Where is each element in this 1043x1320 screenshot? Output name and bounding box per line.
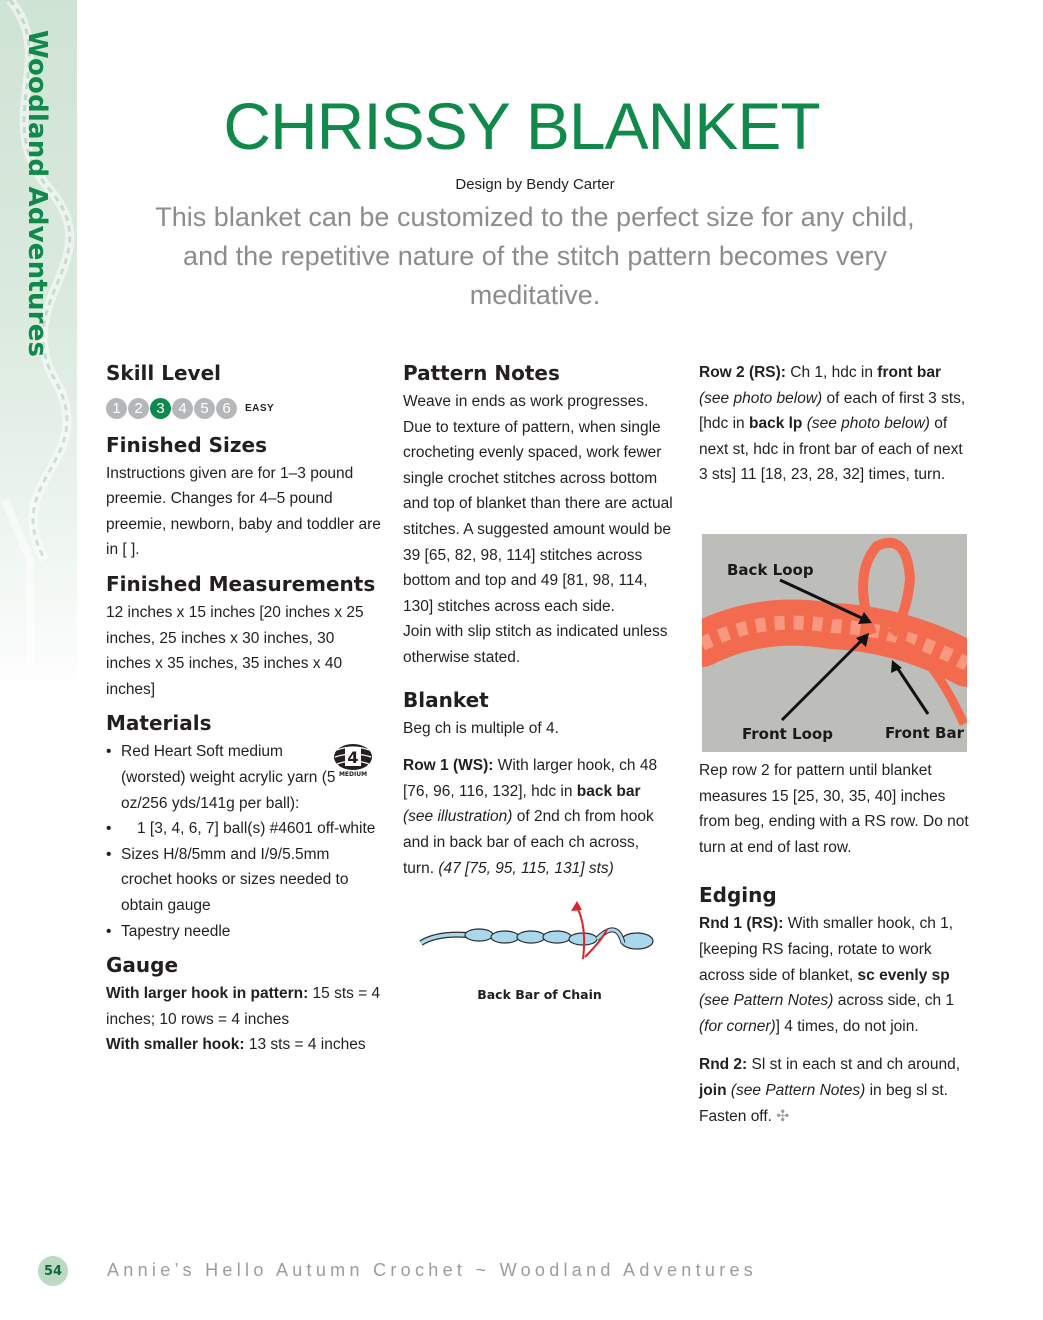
rnd-1-text-c: ] 4 times, do not join. — [775, 1017, 919, 1035]
pattern-notes-p2: Due to texture of pattern, when single crocheting evenly spaced, work fewer single crochet stitches across bottom and top of blanket than there are actual stitches. A suggested amount would be 39 [65, 82, 98, 114] stitches across bottom and top and 49 [81, 98, 114, 130] stitches across each side. — [403, 418, 673, 615]
gauge-line-2-text: 13 sts = 4 inches — [244, 1036, 366, 1054]
blanket-heading: Blanket — [403, 687, 489, 712]
skill-dot-1: 1 — [106, 398, 127, 419]
front-bar-label: Front Bar — [885, 724, 965, 742]
skill-dot-4: 4 — [172, 398, 193, 419]
row-2-instructions — [699, 360, 974, 488]
row-1-label: Row 1 (WS): — [403, 757, 494, 775]
page-title: CHRISSY BLANKET — [223, 89, 820, 163]
finished-sizes-section — [106, 432, 381, 563]
rnd-2-italic: (see Pattern Notes) — [726, 1081, 866, 1099]
chain-illustration — [403, 899, 673, 1007]
blanket-section — [403, 687, 673, 1008]
rnd-1-text-b: across side, ch 1 — [833, 992, 955, 1010]
materials-subitem-text: 1 [3, 4, 6, 7] ball(s) #4601 off-white — [137, 820, 376, 838]
materials-subitem — [106, 816, 381, 842]
gauge-line-1 — [106, 981, 381, 1032]
page-number: 54 — [38, 1256, 68, 1286]
yarn-weight-icon — [332, 742, 368, 778]
edging-section — [699, 882, 974, 1129]
skill-label: EASY — [245, 403, 275, 414]
row-2-text-a: Ch 1, hdc in — [785, 364, 878, 381]
row-1-text-a: With larger hook, ch 48 [76, 96, 116, 132], hdc in — [403, 757, 658, 800]
gauge-line-1-text: 15 sts = 4 inches; 10 rows = 4 inches — [106, 985, 381, 1028]
finished-sizes-heading: Finished Sizes — [106, 432, 267, 457]
blanket-row-1 — [403, 753, 673, 881]
row-2-label: Row 2 (RS): — [699, 364, 786, 381]
row-2-text-b: of each of first 3 sts, [hdc in — [699, 389, 966, 433]
footer-running-title: Annie’s Hello Autumn Crochet ~ Woodland Adventures — [107, 1260, 758, 1280]
stitch-photo — [702, 534, 967, 752]
skill-dot-3: 3 — [150, 398, 171, 419]
edging-rnd-1 — [699, 911, 974, 1039]
pattern-notes-heading: Pattern Notes — [403, 361, 560, 385]
materials-heading: Materials — [106, 711, 212, 736]
gauge-line-2-label: With smaller hook: — [106, 1036, 245, 1054]
chain-caption: Back Bar of Chain — [477, 986, 602, 1002]
materials-item-text: Red Heart Soft medium (worsted) weight acrylic yarn (5 oz/256 yds/141g per ball): — [121, 743, 336, 812]
row-1-count: (47 [75, 95, 115, 131] sts) — [434, 859, 614, 877]
rnd-1-italic-2: (for corner) — [699, 1017, 776, 1035]
repeat-instructions: Rep row 2 for pattern until blanket measures 15 [25, 30, 35, 40] inches from beg, ending with a RS row. Do not turn at end of last row. — [699, 761, 969, 856]
row-1-bold: back bar — [576, 782, 641, 800]
rnd-1-italic: (see Pattern Notes) — [699, 992, 834, 1010]
rnd-1-text-a: With smaller hook, ch 1, [keeping RS facing, rotate to work across side of blanket, — [699, 915, 954, 984]
rnd-2-label: Rnd 2: — [699, 1056, 748, 1074]
rnd-1-bold: sc evenly sp — [857, 966, 950, 984]
edging-heading: Edging — [699, 883, 777, 908]
intro-text: This blanket can be customized to the perfect size for any child, and the repetitive nature of the stitch pattern becomes very meditative. — [155, 202, 915, 310]
end-mark-icon: ✣ — [776, 1107, 790, 1125]
rnd-2-text-a: Sl st in each st and ch around, — [747, 1056, 961, 1074]
chain-drawing — [417, 899, 662, 969]
skill-level-section — [106, 360, 381, 422]
column-left — [106, 360, 381, 1066]
skill-level-heading: Skill Level — [106, 361, 221, 385]
rnd-1-label: Rnd 1 (RS): — [699, 915, 784, 933]
row-1-italic: (see illustration) — [403, 808, 513, 826]
front-loop-label: Front Loop — [742, 725, 833, 743]
yarn-weight-number: 4 — [347, 748, 359, 767]
gauge-heading: Gauge — [106, 953, 179, 978]
materials-item-text: Tapestry needle — [121, 922, 231, 940]
row-2-italic-2: (see photo below) — [802, 415, 930, 433]
yarn-weight-label: MEDIUM — [338, 771, 368, 778]
rnd-2-text-b: in beg sl st. Fasten off. — [699, 1081, 948, 1125]
skill-level-indicator — [106, 396, 381, 422]
finished-sizes-text: Instructions given are for 1–3 pound preemie. Changes for 4–5 pound preemie, newborn, baby and toddler are in [ ]. — [106, 464, 381, 559]
row-2-italic-1: (see photo below) — [699, 389, 823, 407]
pattern-notes-section — [403, 360, 673, 671]
materials-item-text: Sizes H/8/5mm and I/9/5.5mm crochet hooks or sizes needed to obtain gauge — [121, 845, 349, 914]
gauge-line-1-label: With larger hook in pattern: — [106, 985, 309, 1003]
skill-dot-5: 5 — [194, 398, 215, 419]
pattern-notes-p1: Weave in ends as work progresses. — [403, 393, 649, 410]
finished-measurements-text: 12 inches x 15 inches [20 inches x 25 inches, 25 inches x 30 inches, 30 inches x 35 inches, 35 inches x 40 inches] — [106, 603, 364, 698]
gauge-line-2 — [106, 1032, 381, 1058]
finished-measurements-section — [106, 571, 381, 702]
sidebar-title: Woodland Adventures — [22, 30, 52, 358]
skill-dot-2: 2 — [128, 398, 149, 419]
blanket-intro: Beg ch is multiple of 4. — [403, 719, 559, 737]
column-middle — [403, 360, 673, 1015]
materials-item — [106, 919, 381, 945]
edging-rnd-2 — [699, 1052, 974, 1129]
pattern-notes-p3: Join with slip stitch as indicated unless otherwise stated. — [403, 623, 668, 666]
skill-dot-6: 6 — [216, 398, 237, 419]
gauge-section — [106, 952, 381, 1058]
rnd-2-bold: join — [699, 1081, 727, 1099]
row-2-bold-1: front bar — [877, 364, 942, 381]
row-1-text-b: of 2nd ch from hook and in back bar of each ch across, turn. — [403, 808, 654, 877]
finished-measurements-heading: Finished Measurements — [106, 571, 376, 596]
materials-item — [106, 842, 381, 919]
row-2-bold-2: back lp — [748, 415, 803, 433]
back-loop-label: Back Loop — [727, 561, 814, 579]
row-2-text-c: of next st, hdc in front bar of each of next 3 sts] 11 [18, 23, 28, 32] times, turn. — [699, 415, 963, 484]
designer-credit: Design by Bendy Carter — [455, 176, 615, 193]
